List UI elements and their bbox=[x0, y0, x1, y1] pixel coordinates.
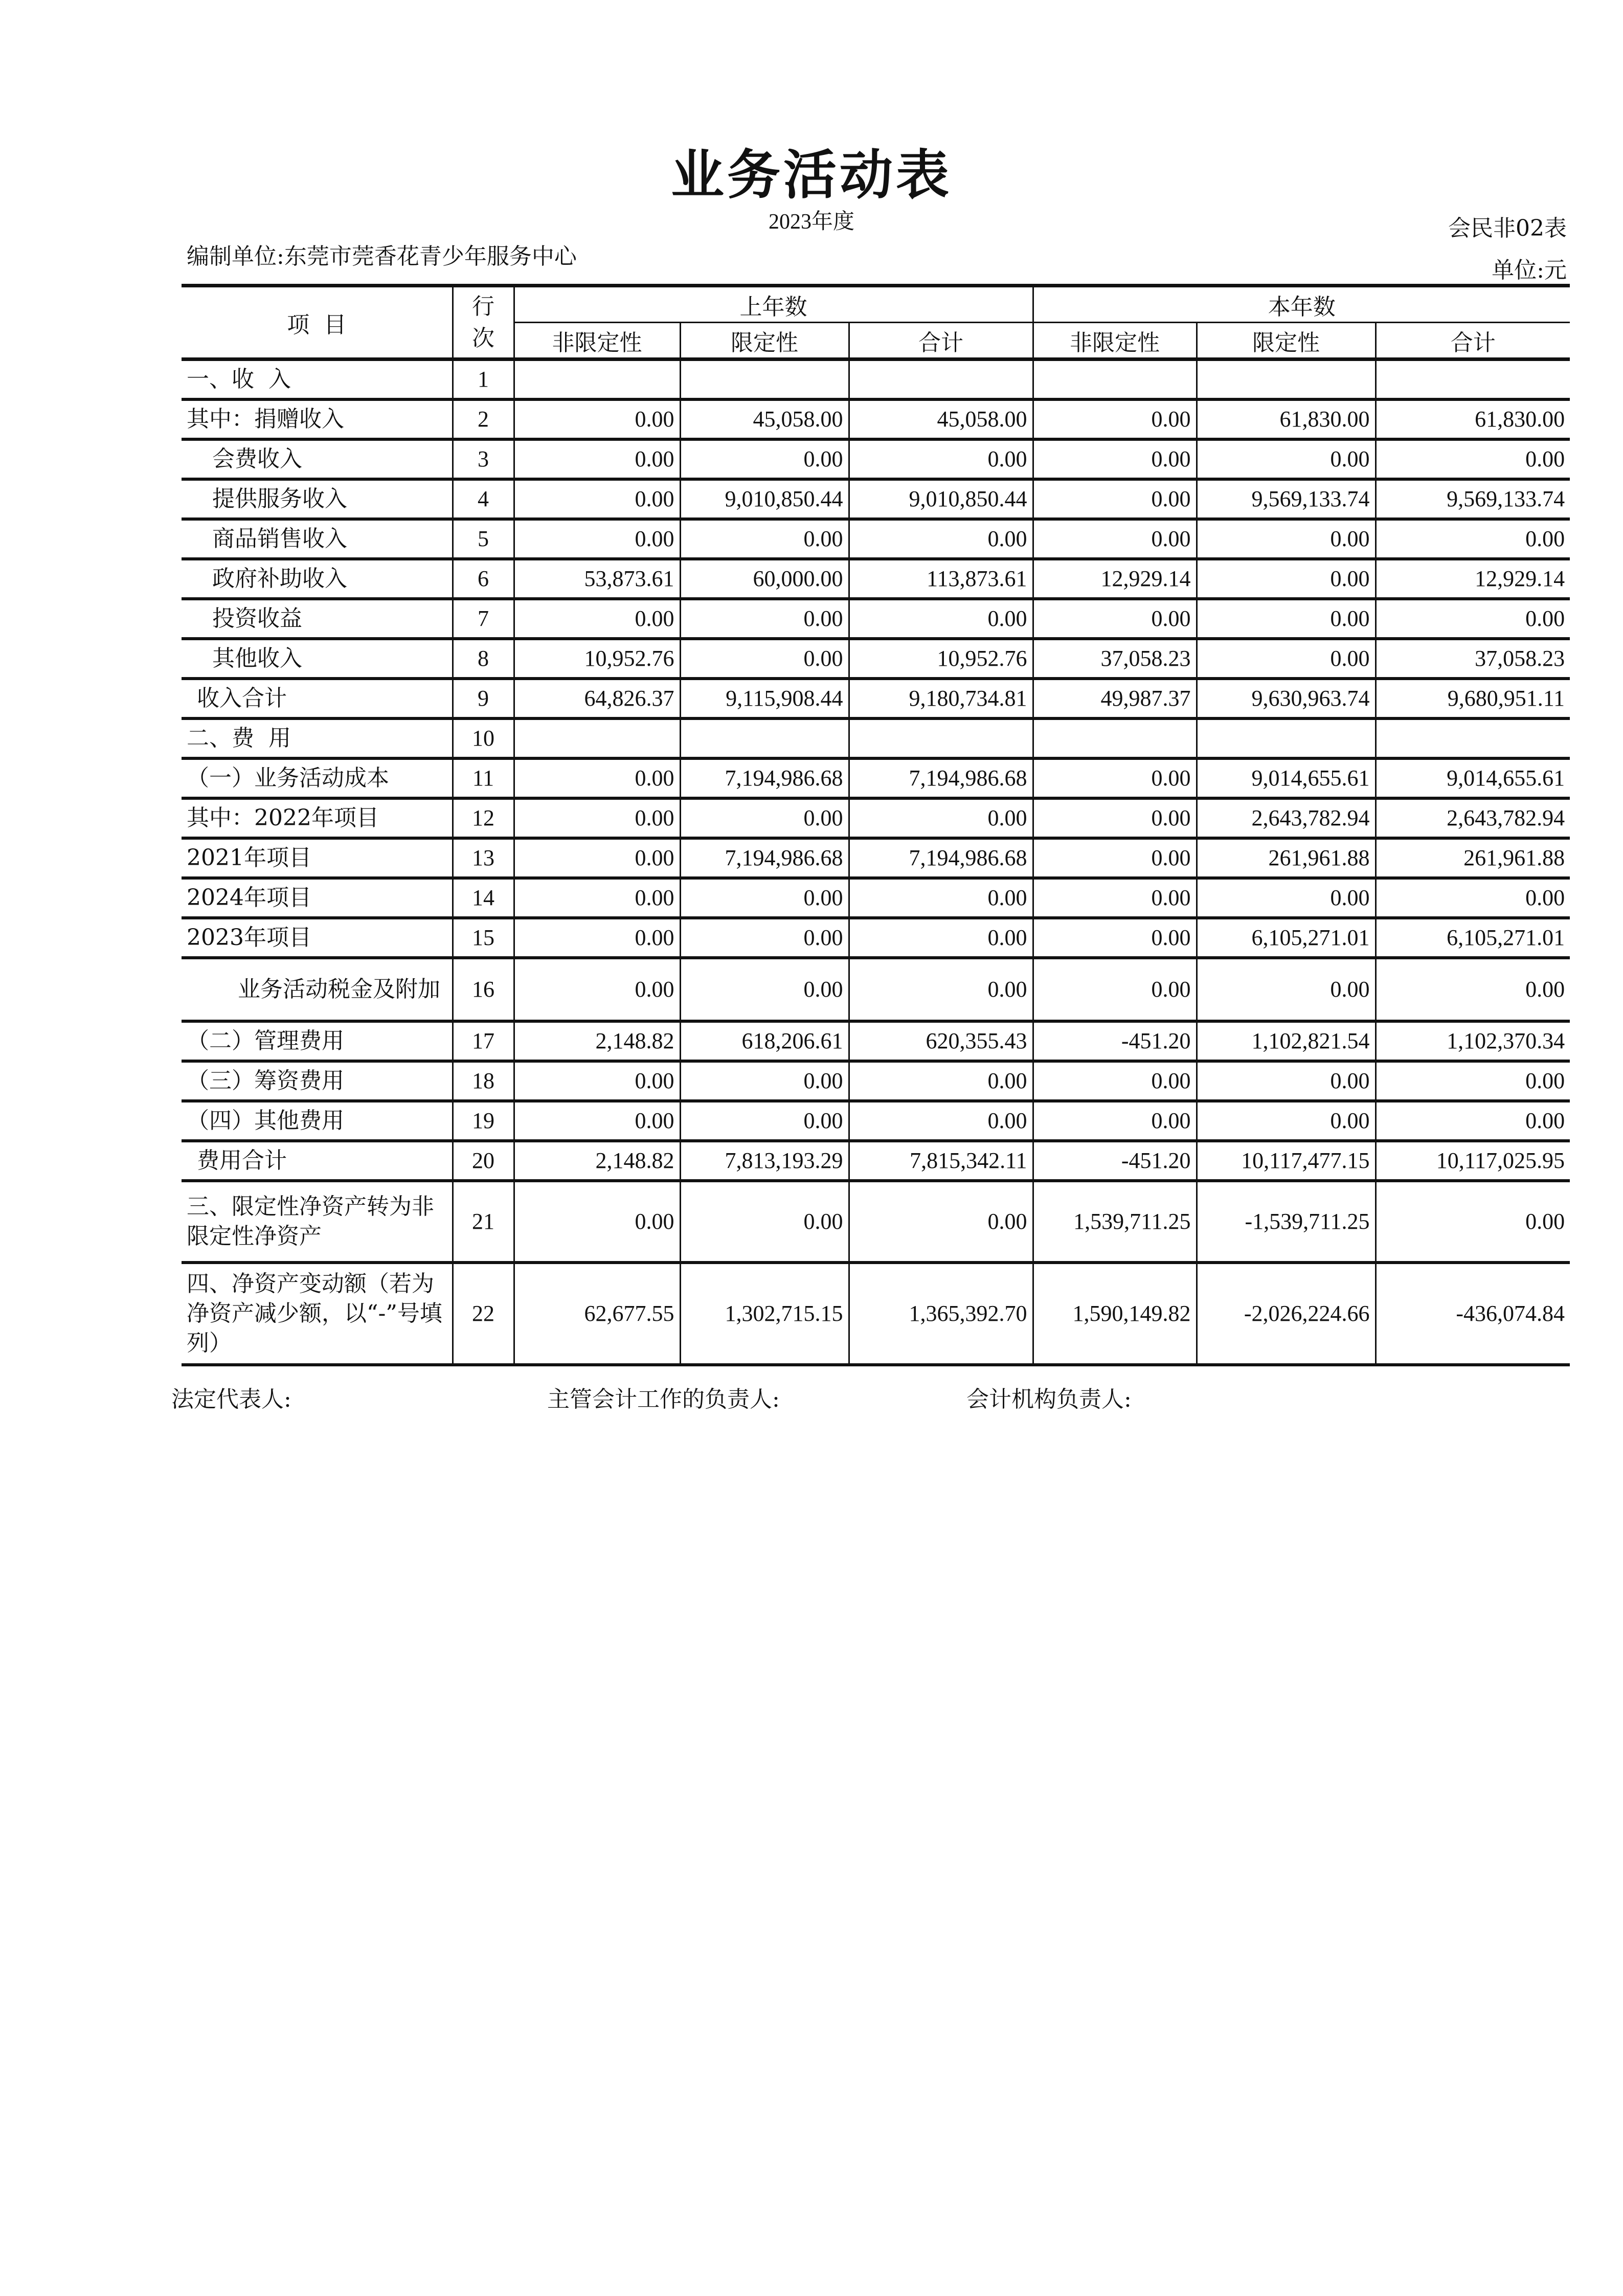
cell-prior-restricted: 0.00 bbox=[680, 599, 849, 639]
cell-current-unrestricted: 0.00 bbox=[1033, 599, 1197, 639]
cell-current-unrestricted: 0.00 bbox=[1033, 479, 1197, 519]
cell-prior-unrestricted: 64,826.37 bbox=[514, 679, 680, 718]
cell-prior-restricted: 0.00 bbox=[680, 798, 849, 838]
activity-statement-table bbox=[182, 284, 1570, 1366]
cell-prior-unrestricted: 0.00 bbox=[514, 1101, 680, 1141]
cell-current-unrestricted bbox=[1033, 718, 1197, 758]
cell-prior-restricted: 618,206.61 bbox=[680, 1021, 849, 1061]
cell-prior-restricted: 0.00 bbox=[680, 639, 849, 679]
cell-current-unrestricted: 0.00 bbox=[1033, 399, 1197, 439]
cell-prior-total: 0.00 bbox=[849, 798, 1033, 838]
cell-prior-total bbox=[849, 359, 1033, 399]
table-row bbox=[182, 958, 1570, 1021]
accounting-supervisor-label: 主管会计工作的负责人: bbox=[547, 1386, 780, 1412]
cell-current-restricted bbox=[1197, 359, 1376, 399]
row-item-label: 2021年项目 bbox=[182, 838, 453, 878]
cell-prior-total: 0.00 bbox=[849, 1181, 1033, 1263]
cell-prior-restricted: 0.00 bbox=[680, 519, 849, 559]
header-prior-year: 上年数 bbox=[514, 286, 1033, 323]
cell-current-unrestricted: 0.00 bbox=[1033, 798, 1197, 838]
cell-prior-restricted: 7,194,986.68 bbox=[680, 758, 849, 798]
row-item-label: 其他收入 bbox=[182, 639, 453, 679]
table-row bbox=[182, 1141, 1570, 1181]
cell-prior-unrestricted: 0.00 bbox=[514, 599, 680, 639]
cell-prior-total: 0.00 bbox=[849, 878, 1033, 918]
cell-current-total bbox=[1376, 359, 1570, 399]
table-row bbox=[182, 399, 1570, 439]
row-line-number: 19 bbox=[453, 1101, 514, 1141]
cell-current-total: 6,105,271.01 bbox=[1376, 918, 1570, 958]
table-row bbox=[182, 1181, 1570, 1263]
cell-prior-unrestricted: 0.00 bbox=[514, 519, 680, 559]
table-row bbox=[182, 559, 1570, 599]
table-row bbox=[182, 1021, 1570, 1061]
cell-prior-total: 7,194,986.68 bbox=[849, 758, 1033, 798]
row-line-number: 13 bbox=[453, 838, 514, 878]
cell-prior-total: 7,815,342.11 bbox=[849, 1141, 1033, 1181]
header-prior-restricted: 限定性 bbox=[680, 323, 849, 359]
cell-prior-restricted: 45,058.00 bbox=[680, 399, 849, 439]
accounting-head-label: 会计机构负责人: bbox=[966, 1386, 1132, 1412]
cell-prior-total bbox=[849, 718, 1033, 758]
cell-current-restricted: 61,830.00 bbox=[1197, 399, 1376, 439]
cell-current-restricted: 0.00 bbox=[1197, 439, 1376, 479]
row-item-label: 投资收益 bbox=[182, 599, 453, 639]
cell-current-total: 37,058.23 bbox=[1376, 639, 1570, 679]
cell-prior-unrestricted: 0.00 bbox=[514, 798, 680, 838]
table-row bbox=[182, 519, 1570, 559]
row-item-label: 一、收 入 bbox=[182, 359, 453, 399]
cell-current-unrestricted: 1,590,149.82 bbox=[1033, 1263, 1197, 1365]
cell-current-total: 0.00 bbox=[1376, 878, 1570, 918]
cell-current-total: 9,569,133.74 bbox=[1376, 479, 1570, 519]
cell-prior-restricted: 0.00 bbox=[680, 878, 849, 918]
row-line-number: 12 bbox=[453, 798, 514, 838]
row-line-number: 5 bbox=[453, 519, 514, 559]
cell-prior-total: 0.00 bbox=[849, 1101, 1033, 1141]
cell-current-restricted: 9,630,963.74 bbox=[1197, 679, 1376, 718]
cell-current-total: 0.00 bbox=[1376, 599, 1570, 639]
cell-current-unrestricted: 0.00 bbox=[1033, 878, 1197, 918]
cell-current-restricted: 6,105,271.01 bbox=[1197, 918, 1376, 958]
cell-prior-unrestricted: 0.00 bbox=[514, 479, 680, 519]
cell-current-unrestricted: -451.20 bbox=[1033, 1021, 1197, 1061]
cell-prior-unrestricted: 62,677.55 bbox=[514, 1263, 680, 1365]
table-row bbox=[182, 479, 1570, 519]
header-item: 项 目 bbox=[182, 286, 453, 359]
row-line-number: 17 bbox=[453, 1021, 514, 1061]
row-item-label: 2023年项目 bbox=[182, 918, 453, 958]
table-row bbox=[182, 718, 1570, 758]
cell-prior-unrestricted: 0.00 bbox=[514, 399, 680, 439]
row-item-label: 会费收入 bbox=[182, 439, 453, 479]
cell-current-restricted: 0.00 bbox=[1197, 599, 1376, 639]
cell-prior-restricted: 7,813,193.29 bbox=[680, 1141, 849, 1181]
cell-current-unrestricted: 0.00 bbox=[1033, 519, 1197, 559]
row-line-number: 7 bbox=[453, 599, 514, 639]
cell-current-total: 0.00 bbox=[1376, 519, 1570, 559]
row-item-label: （一）业务活动成本 bbox=[182, 758, 453, 798]
row-item-label: （二）管理费用 bbox=[182, 1021, 453, 1061]
row-item-label: 其中：2022年项目 bbox=[182, 798, 453, 838]
cell-current-total: 12,929.14 bbox=[1376, 559, 1570, 599]
cell-prior-restricted: 60,000.00 bbox=[680, 559, 849, 599]
cell-prior-total: 1,365,392.70 bbox=[849, 1263, 1033, 1365]
row-line-number: 15 bbox=[453, 918, 514, 958]
cell-prior-total: 9,010,850.44 bbox=[849, 479, 1033, 519]
row-item-label: 三、限定性净资产转为非限定性净资产 bbox=[182, 1181, 453, 1263]
cell-prior-restricted: 0.00 bbox=[680, 958, 849, 1021]
row-line-number: 2 bbox=[453, 399, 514, 439]
cell-current-total: 10,117,025.95 bbox=[1376, 1141, 1570, 1181]
header-current-year: 本年数 bbox=[1033, 286, 1570, 323]
preparing-organization: 编制单位:东莞市莞香花青少年服务中心 bbox=[187, 243, 577, 269]
cell-prior-total: 9,180,734.81 bbox=[849, 679, 1033, 718]
cell-current-restricted: 0.00 bbox=[1197, 958, 1376, 1021]
cell-current-total bbox=[1376, 718, 1570, 758]
table-row bbox=[182, 599, 1570, 639]
cell-current-total: 0.00 bbox=[1376, 958, 1570, 1021]
cell-prior-unrestricted: 0.00 bbox=[514, 1061, 680, 1101]
cell-current-unrestricted: 0.00 bbox=[1033, 958, 1197, 1021]
row-item-label: 2024年项目 bbox=[182, 878, 453, 918]
cell-prior-restricted: 1,302,715.15 bbox=[680, 1263, 849, 1365]
header-current-total: 合计 bbox=[1376, 323, 1570, 359]
table-row bbox=[182, 639, 1570, 679]
cell-prior-restricted: 9,010,850.44 bbox=[680, 479, 849, 519]
cell-prior-unrestricted: 0.00 bbox=[514, 1181, 680, 1263]
cell-prior-restricted: 0.00 bbox=[680, 439, 849, 479]
cell-current-restricted: 2,643,782.94 bbox=[1197, 798, 1376, 838]
header-current-unrestricted: 非限定性 bbox=[1033, 323, 1197, 359]
cell-prior-unrestricted: 53,873.61 bbox=[514, 559, 680, 599]
cell-prior-total: 620,355.43 bbox=[849, 1021, 1033, 1061]
cell-prior-restricted: 0.00 bbox=[680, 918, 849, 958]
cell-prior-total: 0.00 bbox=[849, 918, 1033, 958]
cell-prior-total: 0.00 bbox=[849, 1061, 1033, 1101]
cell-current-unrestricted bbox=[1033, 359, 1197, 399]
cell-prior-unrestricted: 10,952.76 bbox=[514, 639, 680, 679]
cell-current-restricted: 261,961.88 bbox=[1197, 838, 1376, 878]
row-line-number: 9 bbox=[453, 679, 514, 718]
cell-prior-unrestricted: 0.00 bbox=[514, 838, 680, 878]
cell-current-total: -436,074.84 bbox=[1376, 1263, 1570, 1365]
cell-prior-restricted: 0.00 bbox=[680, 1101, 849, 1141]
cell-current-total: 61,830.00 bbox=[1376, 399, 1570, 439]
cell-current-restricted: 0.00 bbox=[1197, 878, 1376, 918]
row-item-label: 业务活动税金及附加 bbox=[182, 958, 453, 1021]
row-line-number: 1 bbox=[453, 359, 514, 399]
table-row bbox=[182, 679, 1570, 718]
document-title: 业务活动表 bbox=[670, 144, 952, 206]
cell-current-unrestricted: 12,929.14 bbox=[1033, 559, 1197, 599]
row-line-number: 10 bbox=[453, 718, 514, 758]
report-period: 2023年度 bbox=[768, 210, 854, 234]
cell-current-restricted: 0.00 bbox=[1197, 519, 1376, 559]
cell-prior-unrestricted: 0.00 bbox=[514, 439, 680, 479]
row-item-label: 其中：捐赠收入 bbox=[182, 399, 453, 439]
row-line-number: 22 bbox=[453, 1263, 514, 1365]
cell-current-restricted: -1,539,711.25 bbox=[1197, 1181, 1376, 1263]
cell-current-restricted: -2,026,224.66 bbox=[1197, 1263, 1376, 1365]
row-line-number: 4 bbox=[453, 479, 514, 519]
row-line-number: 16 bbox=[453, 958, 514, 1021]
cell-current-total: 0.00 bbox=[1376, 439, 1570, 479]
table-row bbox=[182, 798, 1570, 838]
form-code: 会民非02表 bbox=[1448, 215, 1567, 241]
cell-current-unrestricted: 49,987.37 bbox=[1033, 679, 1197, 718]
cell-current-total: 0.00 bbox=[1376, 1101, 1570, 1141]
cell-prior-total: 0.00 bbox=[849, 599, 1033, 639]
cell-prior-unrestricted bbox=[514, 718, 680, 758]
cell-prior-unrestricted: 0.00 bbox=[514, 958, 680, 1021]
cell-prior-total: 45,058.00 bbox=[849, 399, 1033, 439]
row-item-label: 四、净资产变动额（若为净资产减少额，以“-”号填列） bbox=[182, 1263, 453, 1365]
row-line-number: 11 bbox=[453, 758, 514, 798]
cell-prior-total: 0.00 bbox=[849, 519, 1033, 559]
header-line-no: 行次 bbox=[453, 286, 514, 359]
cell-current-total: 1,102,370.34 bbox=[1376, 1021, 1570, 1061]
cell-current-restricted: 0.00 bbox=[1197, 1061, 1376, 1101]
cell-current-unrestricted: 0.00 bbox=[1033, 1101, 1197, 1141]
header-prior-total: 合计 bbox=[849, 323, 1033, 359]
cell-current-unrestricted: 1,539,711.25 bbox=[1033, 1181, 1197, 1263]
cell-current-restricted: 0.00 bbox=[1197, 559, 1376, 599]
row-item-label: （四）其他费用 bbox=[182, 1101, 453, 1141]
cell-current-restricted: 10,117,477.15 bbox=[1197, 1141, 1376, 1181]
cell-prior-restricted bbox=[680, 359, 849, 399]
row-item-label: 商品销售收入 bbox=[182, 519, 453, 559]
table-row bbox=[182, 1061, 1570, 1101]
row-line-number: 21 bbox=[453, 1181, 514, 1263]
row-line-number: 20 bbox=[453, 1141, 514, 1181]
table-row bbox=[182, 359, 1570, 399]
cell-current-total: 9,014,655.61 bbox=[1376, 758, 1570, 798]
cell-current-unrestricted: 37,058.23 bbox=[1033, 639, 1197, 679]
cell-current-restricted: 0.00 bbox=[1197, 1101, 1376, 1141]
cell-current-unrestricted: 0.00 bbox=[1033, 758, 1197, 798]
cell-prior-restricted: 9,115,908.44 bbox=[680, 679, 849, 718]
cell-current-total: 0.00 bbox=[1376, 1061, 1570, 1101]
table-row bbox=[182, 1101, 1570, 1141]
row-item-label: 收入合计 bbox=[182, 679, 453, 718]
row-item-label: （三）筹资费用 bbox=[182, 1061, 453, 1101]
cell-current-unrestricted: 0.00 bbox=[1033, 918, 1197, 958]
cell-current-unrestricted: 0.00 bbox=[1033, 1061, 1197, 1101]
cell-current-unrestricted: 0.00 bbox=[1033, 838, 1197, 878]
cell-prior-unrestricted: 0.00 bbox=[514, 918, 680, 958]
header-current-restricted: 限定性 bbox=[1197, 323, 1376, 359]
cell-prior-total: 0.00 bbox=[849, 958, 1033, 1021]
cell-prior-total: 0.00 bbox=[849, 439, 1033, 479]
cell-current-unrestricted: 0.00 bbox=[1033, 439, 1197, 479]
table-row bbox=[182, 439, 1570, 479]
row-item-label: 二、费 用 bbox=[182, 718, 453, 758]
row-item-label: 政府补助收入 bbox=[182, 559, 453, 599]
row-line-number: 6 bbox=[453, 559, 514, 599]
header-prior-unrestricted: 非限定性 bbox=[514, 323, 680, 359]
cell-current-total: 261,961.88 bbox=[1376, 838, 1570, 878]
cell-prior-restricted: 0.00 bbox=[680, 1061, 849, 1101]
cell-prior-unrestricted: 0.00 bbox=[514, 758, 680, 798]
cell-current-total: 2,643,782.94 bbox=[1376, 798, 1570, 838]
cell-prior-total: 10,952.76 bbox=[849, 639, 1033, 679]
cell-current-restricted: 9,569,133.74 bbox=[1197, 479, 1376, 519]
row-line-number: 18 bbox=[453, 1061, 514, 1101]
table-body bbox=[182, 359, 1570, 1365]
row-item-label: 提供服务收入 bbox=[182, 479, 453, 519]
table-row bbox=[182, 878, 1570, 918]
row-line-number: 3 bbox=[453, 439, 514, 479]
cell-prior-total: 113,873.61 bbox=[849, 559, 1033, 599]
table-row bbox=[182, 918, 1570, 958]
cell-current-total: 9,680,951.11 bbox=[1376, 679, 1570, 718]
cell-current-restricted: 1,102,821.54 bbox=[1197, 1021, 1376, 1061]
cell-prior-restricted: 0.00 bbox=[680, 1181, 849, 1263]
cell-current-restricted: 0.00 bbox=[1197, 639, 1376, 679]
cell-prior-total: 7,194,986.68 bbox=[849, 838, 1033, 878]
cell-prior-restricted bbox=[680, 718, 849, 758]
cell-current-unrestricted: -451.20 bbox=[1033, 1141, 1197, 1181]
table-row bbox=[182, 1263, 1570, 1365]
cell-prior-unrestricted: 0.00 bbox=[514, 878, 680, 918]
cell-current-restricted bbox=[1197, 718, 1376, 758]
row-line-number: 8 bbox=[453, 639, 514, 679]
table-row bbox=[182, 838, 1570, 878]
cell-prior-restricted: 7,194,986.68 bbox=[680, 838, 849, 878]
currency-unit: 单位:元 bbox=[1492, 257, 1567, 283]
cell-current-total: 0.00 bbox=[1376, 1181, 1570, 1263]
cell-prior-unrestricted: 2,148.82 bbox=[514, 1141, 680, 1181]
table-row bbox=[182, 758, 1570, 798]
row-item-label: 费用合计 bbox=[182, 1141, 453, 1181]
cell-current-restricted: 9,014,655.61 bbox=[1197, 758, 1376, 798]
cell-prior-unrestricted bbox=[514, 359, 680, 399]
row-line-number: 14 bbox=[453, 878, 514, 918]
legal-representative-label: 法定代表人: bbox=[171, 1386, 291, 1412]
cell-prior-unrestricted: 2,148.82 bbox=[514, 1021, 680, 1061]
